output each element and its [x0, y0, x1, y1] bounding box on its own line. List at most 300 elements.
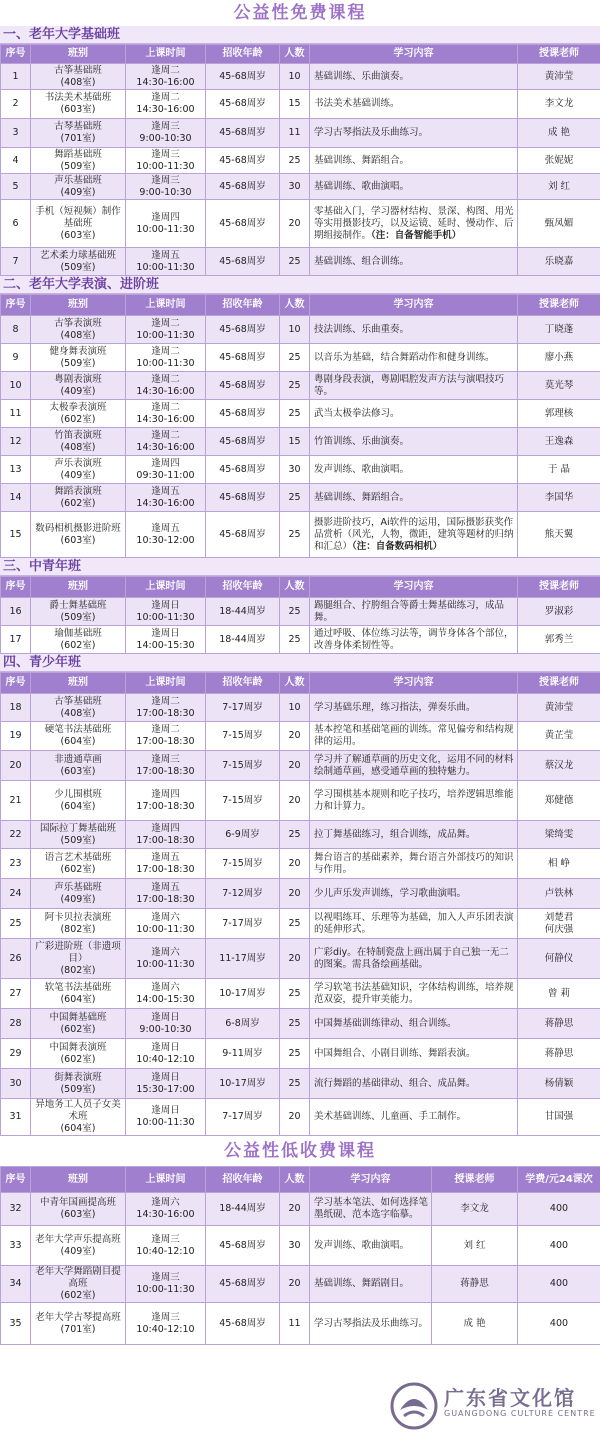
class-day: 逢周二: [151, 401, 180, 413]
age-range: 7-15周岁: [206, 722, 280, 751]
capacity: 10: [280, 694, 310, 722]
class-room: (509室): [60, 1083, 96, 1095]
class-title: 声乐表演班: [54, 457, 102, 469]
class-room: (701室): [60, 133, 96, 144]
class-time: [126, 484, 206, 512]
class-day: 逢周二: [151, 373, 180, 385]
class-title: 数码相机摄影进阶班: [35, 522, 121, 534]
row-number: 26: [1, 939, 31, 979]
class-time: [126, 626, 206, 654]
age-range: 10-17周岁: [206, 979, 280, 1009]
class-day: 逢周二: [151, 64, 180, 76]
row-number: 12: [1, 428, 31, 456]
column-header: 班别: [31, 577, 126, 598]
class-name: [31, 456, 126, 484]
class-name: [31, 598, 126, 626]
class-day: 逢周五: [151, 485, 180, 497]
teacher: 梁绮雯: [518, 821, 600, 849]
capacity: 20: [280, 1099, 310, 1136]
age-range: 45-68周岁: [206, 248, 280, 276]
content-text: 中国舞组合、小剧目训练、舞蹈表演。: [314, 1047, 476, 1059]
class-name: [31, 694, 126, 722]
capacity: 20: [280, 1266, 310, 1303]
content-text: 广彩diy。在特制瓷盘上画出属于自己独一无二的图案。需具备绘画基础。: [314, 946, 509, 970]
table-row: [1, 456, 600, 484]
age-range: 45-68周岁: [206, 372, 280, 400]
class-title: 竹笛表演班: [54, 429, 102, 441]
column-header: 人数: [280, 295, 310, 316]
capacity: 20: [280, 939, 310, 979]
class-name: [31, 400, 126, 428]
teacher: 曾 莉: [518, 979, 600, 1009]
class-name: [31, 1193, 126, 1226]
class-room: (509室): [60, 357, 96, 369]
low-fee-table: [0, 1166, 600, 1345]
class-room: (602室): [60, 1023, 96, 1035]
class-name: [31, 200, 126, 248]
column-header: 上课时间: [126, 673, 206, 694]
class-day: 逢周日: [151, 599, 180, 611]
class-room: (409室): [60, 1245, 96, 1257]
row-number: 19: [1, 722, 31, 751]
class-name: [31, 821, 126, 849]
class-hours: 14:30-16:00: [136, 497, 195, 509]
table-row: [1, 372, 600, 400]
class-name: [31, 849, 126, 879]
capacity: 15: [280, 90, 310, 119]
class-hours: 14:30-16:00: [136, 413, 195, 425]
content: [310, 626, 518, 654]
teacher: 卢铁林: [518, 879, 600, 909]
teacher: 刘 红: [432, 1226, 518, 1266]
row-number: 30: [1, 1069, 31, 1099]
teacher: 何静仪: [518, 939, 600, 979]
table-row: [1, 248, 600, 276]
class-day: 逢周日: [151, 1105, 180, 1116]
column-header: 招收年龄: [206, 45, 280, 64]
class-title: 书法美术基础班: [44, 92, 112, 103]
class-time: [126, 722, 206, 751]
content: [310, 909, 518, 939]
content-text: 少儿声乐发声训练，学习歌曲演唱。: [314, 887, 467, 899]
class-title: 异地务工人员子女美术班: [35, 1099, 121, 1122]
content-text: 发声训练、歌曲演唱。: [314, 463, 410, 475]
class-title: 古琴基础班: [54, 121, 102, 132]
content: [310, 1099, 518, 1136]
class-title: 街舞表演班: [54, 1071, 102, 1083]
row-number: 14: [1, 484, 31, 512]
capacity: 11: [280, 119, 310, 148]
age-range: 45-68周岁: [206, 316, 280, 344]
class-time: [126, 174, 206, 200]
row-number: 4: [1, 148, 31, 174]
teacher: 郭理核: [518, 400, 600, 428]
capacity: 25: [280, 626, 310, 654]
content: [310, 598, 518, 626]
teacher: 刘 红: [518, 174, 600, 200]
class-room: (408室): [60, 329, 96, 341]
table-row: [1, 879, 600, 909]
content-text: 学习古琴指法及乐曲练习。: [314, 127, 429, 138]
class-name: [31, 90, 126, 119]
content: [310, 148, 518, 174]
class-room: (604室): [60, 1123, 96, 1134]
class-day: 逢周五: [151, 249, 180, 261]
class-room: (603室): [60, 765, 96, 777]
teacher: 乐晓嘉: [518, 248, 600, 276]
age-range: 45-68周岁: [206, 344, 280, 372]
column-header: 招收年龄: [206, 577, 280, 598]
teacher: 杨倩颖: [518, 1069, 600, 1099]
content-text: 学习围棋基本规则和吃子技巧，培养逻辑思维能力和计算力。: [314, 788, 514, 812]
content: [310, 722, 518, 751]
class-hours: 17:00-18:30: [136, 863, 195, 875]
column-header: 学习内容: [310, 45, 518, 64]
class-time: [126, 909, 206, 939]
table-row: [1, 1266, 600, 1303]
class-day: 逢周三: [151, 1311, 180, 1323]
capacity: 20: [280, 1193, 310, 1226]
class-room: (509室): [60, 611, 96, 623]
teacher: 蒋静思: [518, 1009, 600, 1039]
class-name: [31, 1226, 126, 1266]
content-text: 基础训练、舞蹈组合。: [314, 154, 410, 166]
column-header: 人数: [280, 1167, 310, 1193]
age-range: 45-68周岁: [206, 428, 280, 456]
column-header: 招收年龄: [206, 1167, 280, 1193]
capacity: 25: [280, 979, 310, 1009]
class-title: 舞蹈基础班: [54, 148, 102, 160]
row-number: 6: [1, 200, 31, 248]
class-room: (701室): [60, 1323, 96, 1335]
class-day: 逢周六: [151, 946, 180, 958]
age-range: 7-17周岁: [206, 694, 280, 722]
class-room: (602室): [60, 413, 96, 425]
capacity: 25: [280, 512, 310, 558]
class-name: [31, 1303, 126, 1345]
content-text: 舞台语言的基础素养，舞台语言外部技巧的知识与作用。: [314, 851, 514, 875]
content-text: 踢腿组合、拧胯组合等爵士舞基础练习，成品舞。: [314, 599, 505, 623]
class-time: [126, 512, 206, 558]
fee: 400: [518, 1193, 600, 1226]
content: [310, 456, 518, 484]
class-title: 手机（短视频）制作基础班: [35, 205, 121, 229]
row-number: 24: [1, 879, 31, 909]
class-room: (408室): [60, 441, 96, 453]
class-day: 逢周日: [151, 1041, 180, 1053]
content: [310, 248, 518, 276]
row-number: 33: [1, 1226, 31, 1266]
table-row: [1, 119, 600, 148]
column-header: 学费/元24课次: [518, 1167, 600, 1193]
teacher: 李国华: [518, 484, 600, 512]
class-time: [126, 148, 206, 174]
age-range: 7-17周岁: [206, 1099, 280, 1136]
class-time: [126, 316, 206, 344]
content: [310, 372, 518, 400]
age-range: 45-68周岁: [206, 484, 280, 512]
column-header: 学习内容: [310, 295, 518, 316]
row-number: 29: [1, 1039, 31, 1069]
row-number: 25: [1, 909, 31, 939]
class-day: 逢周三: [151, 121, 180, 132]
class-time: [126, 248, 206, 276]
content: [310, 939, 518, 979]
row-number: 23: [1, 849, 31, 879]
class-name: [31, 939, 126, 979]
content-text: 中国舞基础训练律动、组合训练。: [314, 1017, 457, 1029]
class-name: [31, 722, 126, 751]
column-header: 上课时间: [126, 577, 206, 598]
class-title: 粤剧表演班: [54, 373, 102, 385]
teacher: 蒋静思: [432, 1266, 518, 1303]
class-name: [31, 316, 126, 344]
class-name: [31, 372, 126, 400]
column-header: 授课老师: [518, 577, 600, 598]
section-title: 二、老年大学表演、进阶班: [0, 276, 600, 294]
class-day: 逢周二: [151, 345, 180, 357]
row-number: 15: [1, 512, 31, 558]
column-header: 上课时间: [126, 1167, 206, 1193]
class-day: 逢周二: [151, 695, 180, 707]
content: 学习基本笔法、如何选择笔墨纸砚、范本选字临摹。: [310, 1193, 432, 1226]
row-number: 13: [1, 456, 31, 484]
content-text: 学习并了解通草画的历史文化，运用不同的材料绘制通草画，感受通草画的独特魅力。: [314, 753, 514, 777]
age-range: 9-11周岁: [206, 1039, 280, 1069]
row-number: 35: [1, 1303, 31, 1345]
class-hours: 14:30-16:00: [136, 76, 195, 88]
table-header-row: [1, 673, 600, 694]
table-row: [1, 598, 600, 626]
class-title: 中国舞表演班: [49, 1041, 107, 1053]
section-title: 四、青少年班: [0, 654, 600, 672]
table-row: [1, 781, 600, 821]
teacher: 甘国强: [518, 1099, 600, 1136]
class-title: 老年大学声乐提高班: [35, 1233, 121, 1245]
content-text: 书法美术基础训练。: [314, 98, 400, 109]
column-header: 授课老师: [518, 45, 600, 64]
row-number: 17: [1, 626, 31, 654]
content: [310, 1039, 518, 1069]
content: [310, 879, 518, 909]
content-text: 技法训练、乐曲重奏。: [314, 323, 410, 335]
class-day: 逢周五: [151, 851, 180, 863]
class-room: (408室): [60, 707, 96, 719]
content: [310, 1069, 518, 1099]
column-header: 上课时间: [126, 45, 206, 64]
content-text: 以视唱练耳、乐理等为基础，加入人声乐团表演的延伸形式。: [314, 911, 514, 935]
class-hours: 10:40-12:10: [136, 1053, 195, 1065]
teacher: 黄沛莹: [518, 64, 600, 90]
table-row: [1, 484, 600, 512]
content: [310, 1009, 518, 1039]
teacher: 于 晶: [518, 456, 600, 484]
class-day: 逢周日: [151, 1071, 180, 1083]
table-row: [1, 512, 600, 558]
class-hours: 10:00-11:30: [136, 923, 195, 935]
age-range: 45-68周岁: [206, 64, 280, 90]
column-header: 招收年龄: [206, 295, 280, 316]
age-range: 45-68周岁: [206, 1226, 280, 1266]
age-range: 7-17周岁: [206, 909, 280, 939]
teacher: 成 艳: [432, 1303, 518, 1345]
class-name: [31, 1069, 126, 1099]
content: [310, 512, 518, 558]
class-hours: 17:00-18:30: [136, 765, 195, 777]
age-range: 45-68周岁: [206, 90, 280, 119]
class-time: [126, 879, 206, 909]
class-room: (802室): [60, 964, 96, 976]
class-time: [126, 1303, 206, 1345]
table-row: [1, 694, 600, 722]
class-day: 逢周三: [151, 174, 180, 186]
capacity: 20: [280, 849, 310, 879]
class-hours: 09:30-11:00: [136, 469, 195, 481]
class-hours: 10:00-11:30: [136, 357, 195, 369]
class-day: 逢周日: [151, 1011, 180, 1023]
table-row: [1, 626, 600, 654]
class-title: 瑜伽基础班: [54, 627, 102, 639]
content: [310, 781, 518, 821]
class-day: 逢周二: [151, 317, 180, 329]
content-text: 基础训练、舞蹈组合。: [314, 491, 410, 503]
teacher: 李文龙: [432, 1193, 518, 1226]
capacity: 25: [280, 484, 310, 512]
capacity: 25: [280, 1009, 310, 1039]
class-title: 舞蹈表演班: [54, 485, 102, 497]
class-room: (509室): [60, 160, 96, 172]
course-table: [0, 294, 600, 558]
class-room: (603室): [60, 229, 96, 241]
class-day: 逢周五: [151, 522, 180, 534]
class-title: 中国舞基础班: [49, 1011, 107, 1023]
table-row: [1, 174, 600, 200]
row-number: 5: [1, 174, 31, 200]
class-name: [31, 428, 126, 456]
class-title: 语言艺术基础班: [44, 851, 112, 863]
capacity: 15: [280, 428, 310, 456]
class-room: (409室): [60, 186, 96, 198]
table-header-row: [1, 45, 600, 64]
class-room: (409室): [60, 469, 96, 481]
class-day: 逢周二: [151, 429, 180, 441]
capacity: 30: [280, 174, 310, 200]
class-hours: 14:30-16:00: [136, 1209, 195, 1220]
class-room: (604室): [60, 993, 96, 1005]
class-name: [31, 512, 126, 558]
class-time: [126, 598, 206, 626]
class-day: 逢周三: [151, 148, 180, 160]
class-title: 声乐基础班: [54, 881, 102, 893]
class-room: (604室): [60, 736, 96, 747]
class-hours: 10:40-12:10: [136, 1323, 195, 1335]
content-text: 基础训练、歌曲演唱。: [314, 180, 410, 192]
class-room: (602室): [60, 863, 96, 875]
class-hours: 10:00-11:30: [136, 329, 195, 341]
class-time: [126, 1266, 206, 1303]
class-time: [126, 344, 206, 372]
content: [310, 64, 518, 90]
content-text: 武当太极拳法修习。: [314, 407, 400, 419]
table-row: [1, 90, 600, 119]
column-header: 序号: [1, 45, 31, 64]
capacity: 25: [280, 372, 310, 400]
capacity: 11: [280, 1303, 310, 1345]
class-name: [31, 148, 126, 174]
table-header-row: [1, 295, 600, 316]
table-row: [1, 1193, 600, 1226]
class-title: 古筝基础班: [54, 695, 102, 707]
class-time: [126, 1009, 206, 1039]
class-hours: 9:00-10:30: [139, 1023, 192, 1035]
column-header: 班别: [31, 673, 126, 694]
age-range: 45-68周岁: [206, 1303, 280, 1345]
teacher: 甄凤媚: [518, 200, 600, 248]
teacher: 熊天翼: [518, 512, 600, 558]
class-hours: 14:30-16:00: [136, 441, 195, 453]
class-time: [126, 372, 206, 400]
column-header: 序号: [1, 1167, 31, 1193]
class-time: [126, 119, 206, 148]
row-number: 2: [1, 90, 31, 119]
column-header: 班别: [31, 45, 126, 64]
class-room: (602室): [60, 1053, 96, 1065]
capacity: 10: [280, 64, 310, 90]
content-text: 学习基础乐理，练习指法，弹奏乐曲。: [314, 701, 476, 713]
content: [310, 849, 518, 879]
age-range: 45-68周岁: [206, 512, 280, 558]
course-table: [0, 576, 600, 654]
content: [310, 344, 518, 372]
class-hours: 17:00-18:30: [136, 834, 195, 846]
table-row: [1, 316, 600, 344]
table-row: [1, 200, 600, 248]
capacity: 25: [280, 400, 310, 428]
class-day: 逢周四: [151, 788, 180, 800]
class-room: (603室): [60, 1209, 96, 1220]
capacity: 20: [280, 781, 310, 821]
column-header: 人数: [280, 673, 310, 694]
table-row: [1, 148, 600, 174]
class-hours: 17:00-18:30: [136, 707, 195, 719]
table-row: [1, 1009, 600, 1039]
class-name: [31, 344, 126, 372]
class-day: 逢周六: [151, 1197, 180, 1208]
class-title: 国际拉丁舞基础班: [39, 822, 116, 834]
capacity: 20: [280, 879, 310, 909]
class-name: [31, 1266, 126, 1303]
row-number: 3: [1, 119, 31, 148]
class-room: (604室): [60, 800, 96, 812]
class-name: [31, 781, 126, 821]
fee: 400: [518, 1303, 600, 1345]
class-hours: 10:40-12:10: [136, 1245, 195, 1257]
class-time: [126, 456, 206, 484]
row-number: 11: [1, 400, 31, 428]
column-header: 学习内容: [310, 577, 518, 598]
table-row: [1, 400, 600, 428]
content-text: 流行舞蹈的基础律动、组合、成品舞。: [314, 1077, 476, 1089]
table-row: [1, 751, 600, 781]
column-header: 招收年龄: [206, 673, 280, 694]
age-range: 45-68周岁: [206, 119, 280, 148]
row-number: 21: [1, 781, 31, 821]
row-number: 9: [1, 344, 31, 372]
class-time: [126, 1193, 206, 1226]
table-row: [1, 1039, 600, 1069]
content: [310, 119, 518, 148]
class-title: 古筝基础班: [54, 64, 102, 76]
